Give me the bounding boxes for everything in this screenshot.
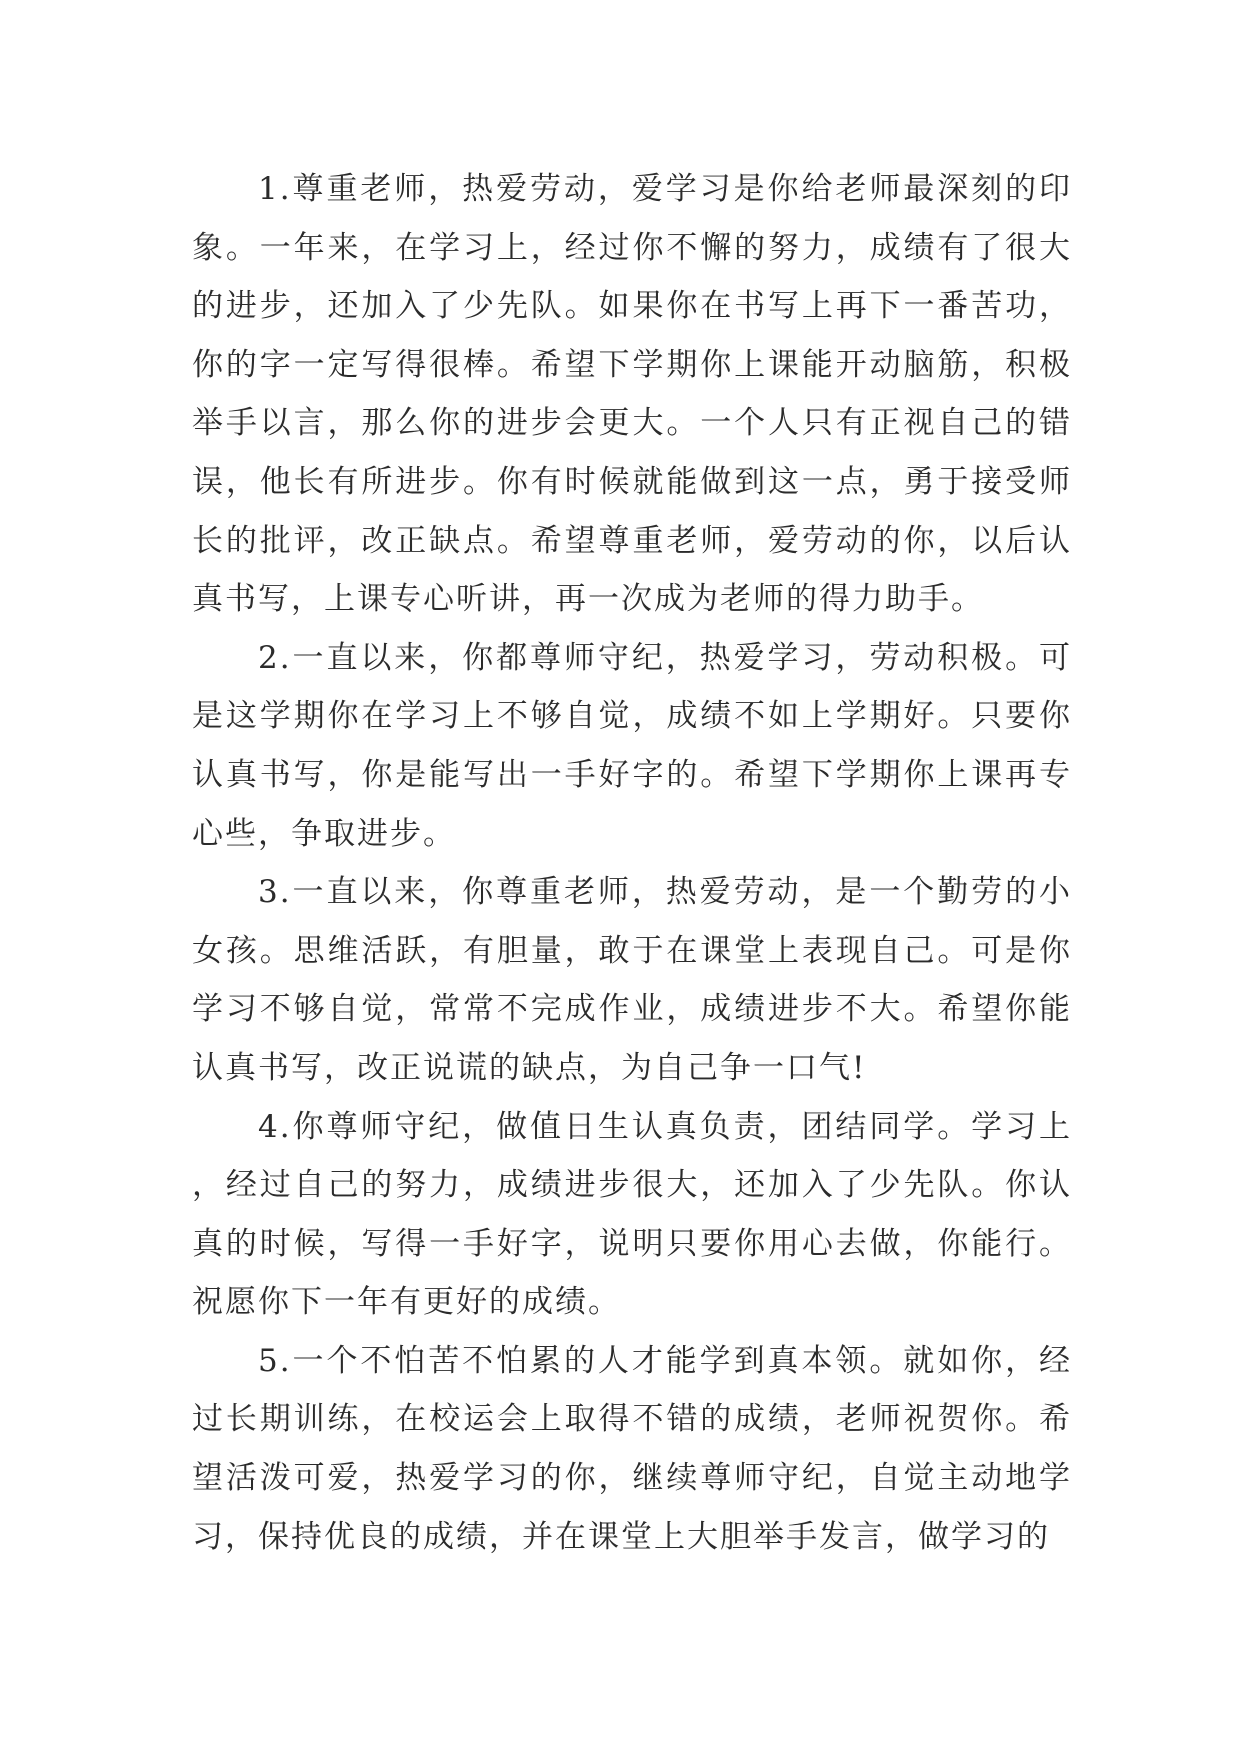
comment-paragraph-4: 4.你尊师守纪，做值日生认真负责，团结同学。学习上，经过自己的努力，成绩进步很大，还加入了少先队。你认真的时候，写得一手好字，说明只要你用心去做，你能行。祝愿你下一年有更好的成绩。 [192,1108,1072,1321]
comment-paragraph-5: 5.一个不怕苦不怕累的人才能学到真本领。就如你，经过长期训练，在校运会上取得不错的成绩，老师祝贺你。希望活泼可爱，热爱学习的你，继续尊师守纪，自觉主动地学习，保持优良的成绩，并在课堂上大胆举手发言，做学习的 [192,1342,1072,1555]
comment-paragraph-2: 2.一直以来，你都尊师守纪，热爱学习，劳动积极。可是这学期你在学习上不够自觉，成绩不如上学期好。只要你认真书写，你是能写出一手好字的。希望下学期你上课再专心些，争取进步。 [192,639,1072,852]
comment-paragraph-1: 1.尊重老师，热爱劳动，爱学习是你给老师最深刻的印象。一年来，在学习上，经过你不懈的努力，成绩有了很大的进步，还加入了少先队。如果你在书写上再下一番苦功，你的字一定写得很棒。希望下学期你上课能开动脑筋，积极举手以言，那么你的进步会更大。一个人只有正视自己的错误，他长有所进步。你有时候就能做到这一点，勇于接受师长的批评，改正缺点。希望尊重老师，爱劳动的你，以后认真书写，上课专心听讲，再一次成为老师的得力助手。 [192,171,1072,618]
document-body [192,160,1072,1566]
comment-paragraph-3: 3.一直以来，你尊重老师，热爱劳动，是一个勤劳的小女孩。思维活跃，有胆量，敢于在课堂上表现自己。可是你学习不够自觉，常常不完成作业，成绩进步不大。希望你能认真书写，改正说谎的缺点，为自己争一口气! [192,874,1072,1086]
